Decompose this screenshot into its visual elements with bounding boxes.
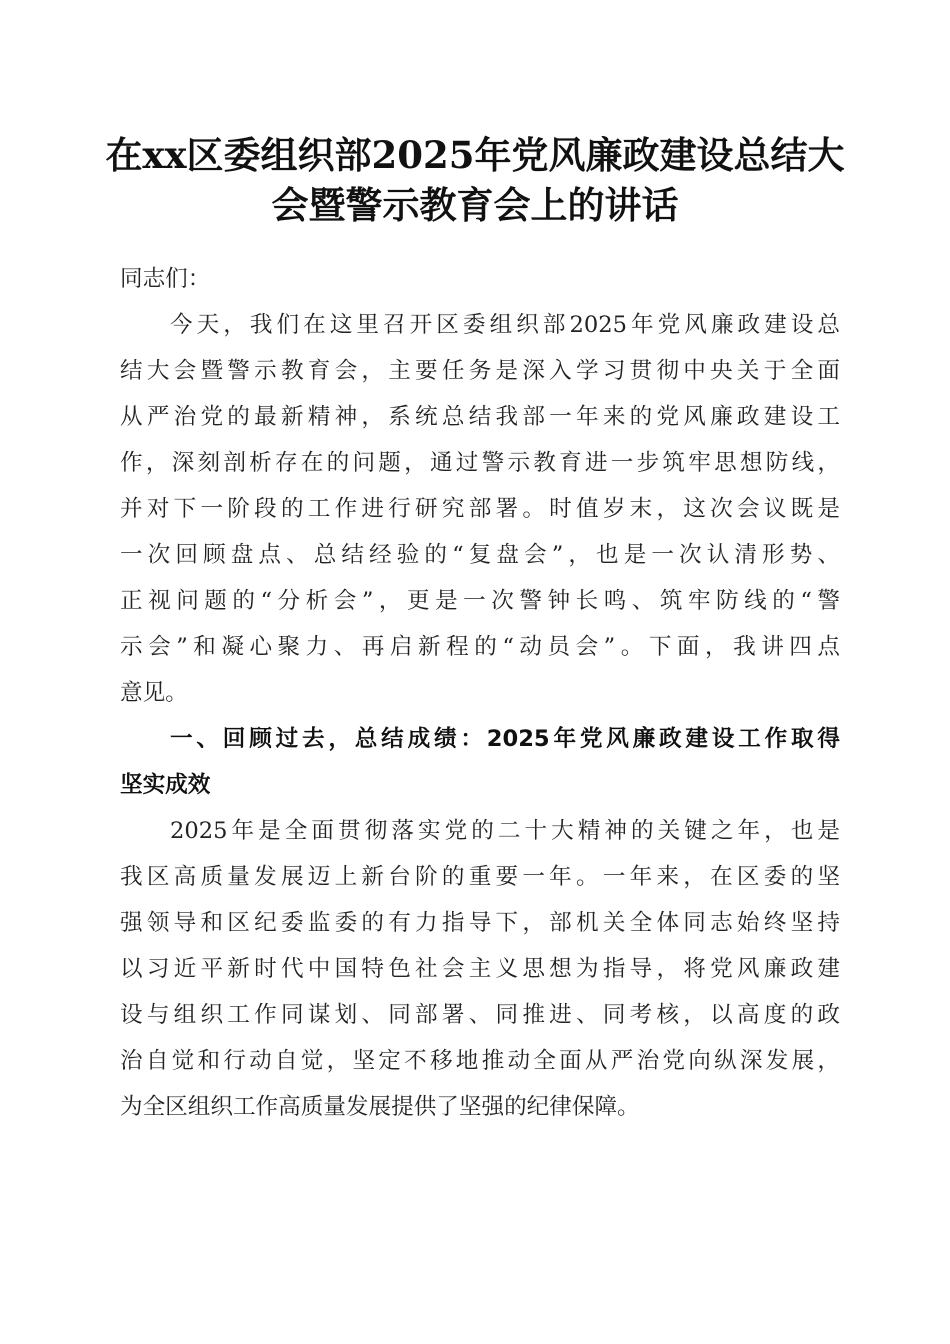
intro-line: 结大会暨警示教育会，主要任务是深入学习贯彻中央关于全面 (120, 358, 840, 384)
intro-line: 作，深刻剖析存在的问题，通过警示教育进一步筑牢思想防线， (120, 450, 840, 476)
salutation: 同志们： (120, 266, 211, 292)
section-heading-line: 一、回顾过去，总结成绩：2025年党风廉政建设工作取得 (170, 726, 840, 752)
section-line: 以习近平新时代中国特色社会主义思想为指导，将党风廉政建 (120, 956, 840, 982)
section-heading-line: 坚实成效 (120, 772, 211, 798)
intro-line: 今天，我们在这里召开区委组织部2025年党风廉政建设总 (170, 312, 840, 338)
intro-line: 一次回顾盘点、总结经验的“复盘会”，也是一次认清形势、 (120, 542, 840, 568)
intro-line: 并对下一阶段的工作进行研究部署。时值岁末，这次会议既是 (120, 496, 840, 522)
intro-line: 意见。 (120, 680, 188, 706)
section-line: 强领导和区纪委监委的有力指导下，部机关全体同志始终坚持 (120, 910, 840, 936)
section-line: 治自觉和行动自觉，坚定不移地推动全面从严治党向纵深发展， (120, 1048, 840, 1074)
intro-paragraph (120, 302, 840, 716)
section-line: 我区高质量发展迈上新台阶的重要一年。一年来，在区委的坚 (120, 864, 840, 890)
section-line: 为全区组织工作高质量发展提供了坚强的纪律保障。 (120, 1094, 640, 1120)
intro-line: 示会”和凝心聚力、再启新程的“动员会”。下面，我讲四点 (120, 634, 840, 660)
section-1-paragraph (120, 808, 840, 1130)
section-line: 设与组织工作同谋划、同部署、同推进、同考核，以高度的政 (120, 1002, 840, 1028)
intro-line: 从严治党的最新精神，系统总结我部一年来的党风廉政建设工 (120, 404, 840, 430)
document-title (95, 130, 855, 230)
title-line-1: 在xx区委组织部2025年党风廉政建设总结大 (105, 133, 845, 177)
intro-line: 正视问题的“分析会”，更是一次警钟长鸣、筑牢防线的“警 (120, 588, 840, 614)
section-line: 2025年是全面贯彻落实党的二十大精神的关键之年，也是 (170, 818, 840, 844)
document-body (120, 256, 840, 1130)
title-line-2: 会暨警示教育会上的讲话 (271, 183, 679, 227)
section-1-heading (120, 716, 840, 808)
